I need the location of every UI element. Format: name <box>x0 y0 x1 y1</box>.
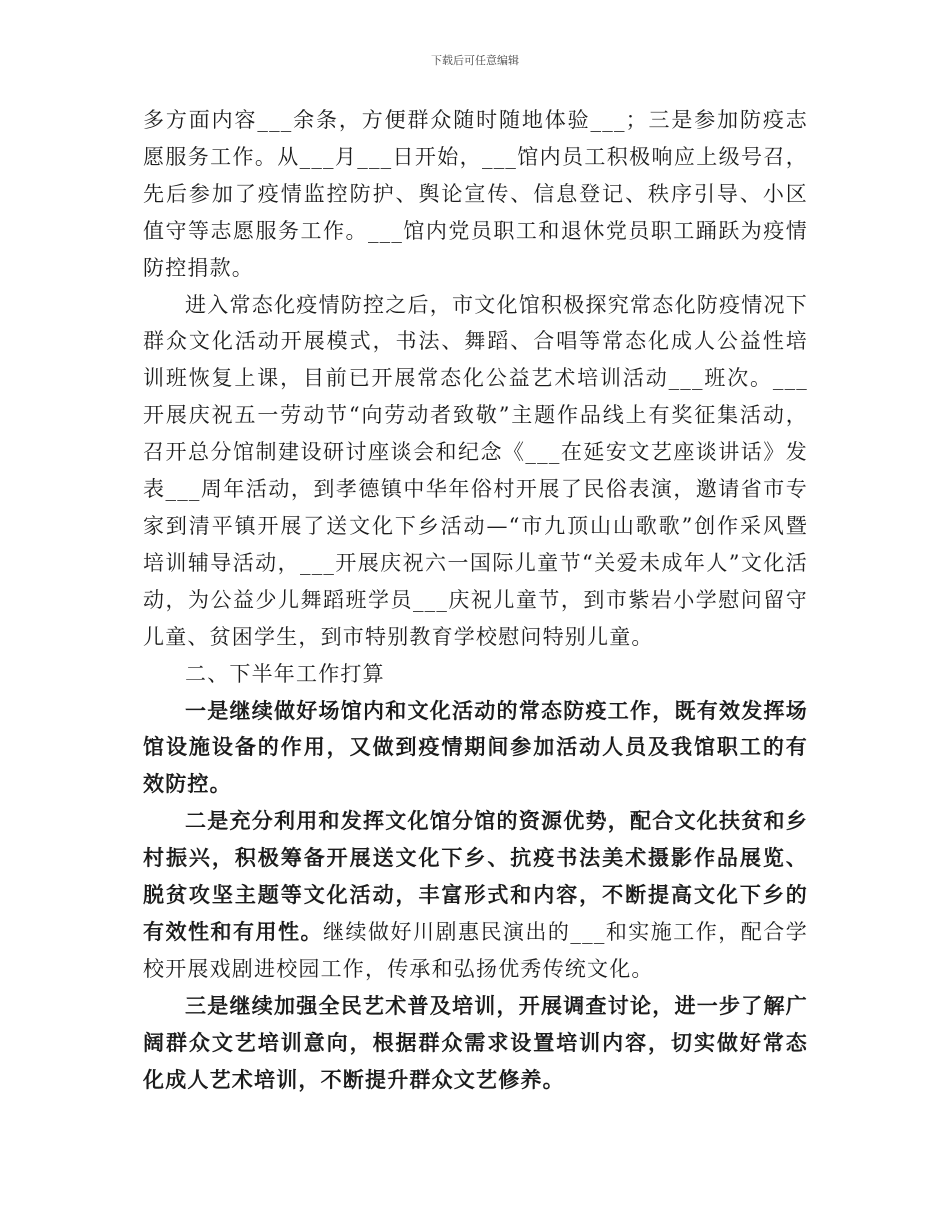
paragraph-volunteer-service: 多方面内容___余条，方便群众随时随地体验___；三是参加防疫志愿服务工作。从___月___日开始，___馆内员工积极响应上级号召，先后参加了疫情监控防护、舆论宣传、信息登记、秩序引导、小区值守等志愿服务工作。___馆内党员职工和退休党员职工踊跃为疫情防控捐款。 <box>143 108 808 280</box>
plan-item-2-bold: 二是充分利用和发挥文化馆分馆的资源优势，配合文化扶贫和乡村振兴，积极筹备开展送文化下乡、抗疫书法美术摄影作品展览、脱贫攻坚主题等文化活动，丰富形式和内容，不断提高文化下乡的有效性和有用性。 <box>143 808 808 944</box>
plan-item-2 <box>143 803 808 988</box>
plan-item-3: 三是继续加强全民艺术普及培训，开展调查讨论，进一步了解广阔群众文艺培训意向，根据群众需求设置培训内容，切实做好常态化成人艺术培训，不断提升群众文艺修养。 <box>143 992 808 1092</box>
paragraph-normalized-activities: 进入常态化疫情防控之后，市文化馆积极探究常态化防疫情况下群众文化活动开展模式，书法、舞蹈、合唱等常态化成人公益性培训班恢复上课，目前已开展常态化公益艺术培训活动___班次。___开展庆祝五一劳动节“向劳动者致敬”主题作品线上有奖征集活动，召开总分馆制建设研讨座谈会和纪念《___在延安文艺座谈讲话》发表___周年活动，到孝德镇中华年俗村开展了民俗表演，邀请省市专家到清平镇开展了送文化下乡活动—“市九顶山山歌歌”创作采风暨培训辅导活动，___开展庆祝六一国际儿童节“关爱未成年人”文化活动，为公益少儿舞蹈班学员___庆祝儿童节，到市紫岩小学慰问留守儿童、贫困学生，到市特别教育学校慰问特别儿童。 <box>143 292 808 649</box>
section-heading: 二、下半年工作打算 <box>185 661 385 686</box>
plan-item-1: 一是继续做好场馆内和文化活动的常态防疫工作，既有效发挥场馆设施设备的作用，又做到疫情期间参加活动人员及我馆职工的有效防控。 <box>143 697 808 797</box>
plan-item-2-normal: 继续做好川剧惠民演出的___和实施工作，配合学校开展戏剧进校园工作，传承和弘扬优秀传统文化。 <box>143 919 808 981</box>
page-header: 下载后可任意编辑 <box>431 54 519 67</box>
document-body <box>143 102 808 1098</box>
